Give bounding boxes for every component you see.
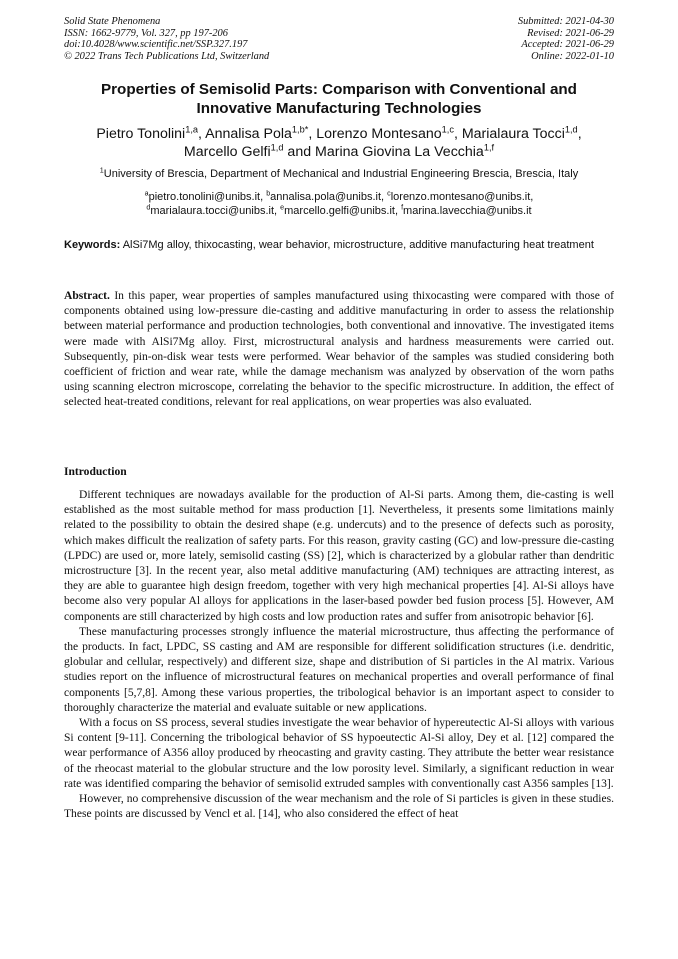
- email: $^e$marcello.gelfi@unibs.it,: [280, 203, 402, 217]
- keywords-text: AlSi7Mg alloy, thixocasting, wear behavior, microstructure, additive manufacturing heat treatment: [120, 239, 594, 251]
- author: Annalisa Pola$^{1,b*}$,: [205, 124, 317, 142]
- journal-info: [64, 16, 269, 62]
- author-list: [60, 125, 618, 161]
- online-date: Online: 2022-01-10: [531, 50, 614, 62]
- author: Lorenzo Montesano$^{1,c}$,: [316, 124, 462, 142]
- author: Pietro Tonolini$^{1,a}$,: [96, 124, 206, 142]
- paragraph: These manufacturing processes strongly influence the material microstructure, thus affecting the performance of the products. In fact, LPDC, SS casting and AM are responsible for different solidification structures (i.e. dendritic, globular and cellular, respectively) and different size, shape and distribution of Si particles in the Al matrix. Various studies report on the influence of microstructural features on mechanical properties and overall performance of final components [5,7,8]. Among these various properties, the tribological behavior is an important aspect to consider to thoroughly characterize the material and evaluate suitable or new applications.: [64, 625, 614, 714]
- email: $^c$lorenzo.montesano@unibs.it,: [387, 189, 534, 203]
- keywords-label: Keywords:: [64, 239, 121, 251]
- affiliation: $^1$University of Brescia, Department of Mechanical and Industrial Engineering Brescia, Brescia, Italy: [99, 166, 579, 180]
- issn-line: ISSN: 1662-9779, Vol. 327, pp 197-206: [64, 27, 228, 39]
- email: $^d$marialaura.tocci@unibs.it,: [146, 203, 281, 217]
- submitted-date: Submitted: 2021-04-30: [517, 16, 614, 27]
- abstract-text: In this paper, wear properties of samples manufactured using thixocasting were compared with those of components obtained using low-pressure die-casting and additive manufacturing in order to assess the relationship between material performance and production technologies, both conventional and innovative. The investigated items were made with AlSi7Mg alloy. First, microstructural analysis and hardness measurements were carried out. Subsequently, pin-on-disk wear tests were performed. Wear behavior of the samples was studied considering both coefficient of friction and wear rate, while the damage mechanism was analyzed by observation of the worn paths using scanning electron microscope, correlating the behavior to the specific microstructure. In addition, the effect of selected heat-treated conditions, relevant for real applications, on wear properties was also evaluated.: [64, 290, 614, 409]
- abstract-label: Abstract.: [64, 290, 110, 302]
- title-line-1: Properties of Semisolid Parts: Comparison with Conventional and: [101, 81, 577, 98]
- title-line-2: Innovative Manufacturing Technologies: [196, 100, 482, 117]
- email: $^a$pietro.tonolini@unibs.it,: [144, 189, 267, 203]
- author: Marialaura Tocci$^{1,d}$,: [461, 124, 582, 142]
- paragraph: With a focus on SS process, several studies investigate the wear behavior of hypereutectic Al-Si alloys with various Si content [9-11]. Concerning the tribological behavior of SS hypoeutectic Al-Si alloy, Dey et al. [12] compared the wear performance of A356 alloy produced by rheocasting and gravity casting. They attribute the better wear resistance of the rheocast material to the globular structure and the low porosity level. Similarly, a significant reduction in wear rate was identified comparing the behavior of semisolid extruded samples with conventionally cast A356 samples [13].: [64, 717, 614, 790]
- introduction-body: [64, 488, 614, 822]
- paragraph: However, no comprehensive discussion of the wear mechanism and the role of Si particles is given in these studies. These points are discussed by Vencl et al. [14], who also considered the effect of heat: [64, 793, 614, 821]
- author: Marina Giovina La Vecchia$^{1,f}$: [315, 142, 495, 160]
- keywords: [64, 238, 614, 252]
- copyright-line: © 2022 Trans Tech Publications Ltd, Switzerland: [64, 50, 270, 62]
- paper-title: [60, 80, 618, 118]
- email: $^b$annalisa.pola@unibs.it,: [266, 189, 388, 203]
- doi-line: doi:10.4028/www.scientific.net/SSP.327.197: [64, 39, 248, 51]
- accepted-date: Accepted: 2021-06-29: [521, 39, 614, 51]
- paragraph: Different techniques are nowadays available for the production of Al-Si parts. Among them, die-casting is well established as the most suitable method for mass production [1]. Nevertheless, it presents some limitations mainly related to the possibility to obtain the desired shape (e.g. undercuts) and to the presence of defects such as porosity, which makes difficult the realization of safety parts. For this reason, gravity casting (GC) and low-pressure die-casting (LPDC) are used or, more lately, semisolid casting (SS) [2], which is characterized by a globular rather than dendritic microstructure [3]. In the recent year, also metal additive manufacturing (AM) techniques are attracting interest, as they are able to guarantee high design freedom, together with very high mechanical properties [4]. Al-Si alloys have become also very popular Al alloys for applications in the laser-based powder bed fusion process [5]. However, AM components are still characterized by high costs and low production rates and suffer from anisotropic behavior [6].: [64, 489, 614, 623]
- section-heading-introduction: Introduction: [64, 466, 127, 478]
- revised-date: Revised: 2021-06-29: [527, 27, 614, 39]
- author-emails: [60, 190, 618, 218]
- abstract: [64, 289, 614, 411]
- publication-dates: [518, 16, 614, 62]
- email: $^f$marina.lavecchia@unibs.it: [401, 203, 532, 217]
- author: Marcello Gelfi$^{1,d}$ and: [183, 142, 316, 160]
- journal-name: Solid State Phenomena: [64, 16, 161, 27]
